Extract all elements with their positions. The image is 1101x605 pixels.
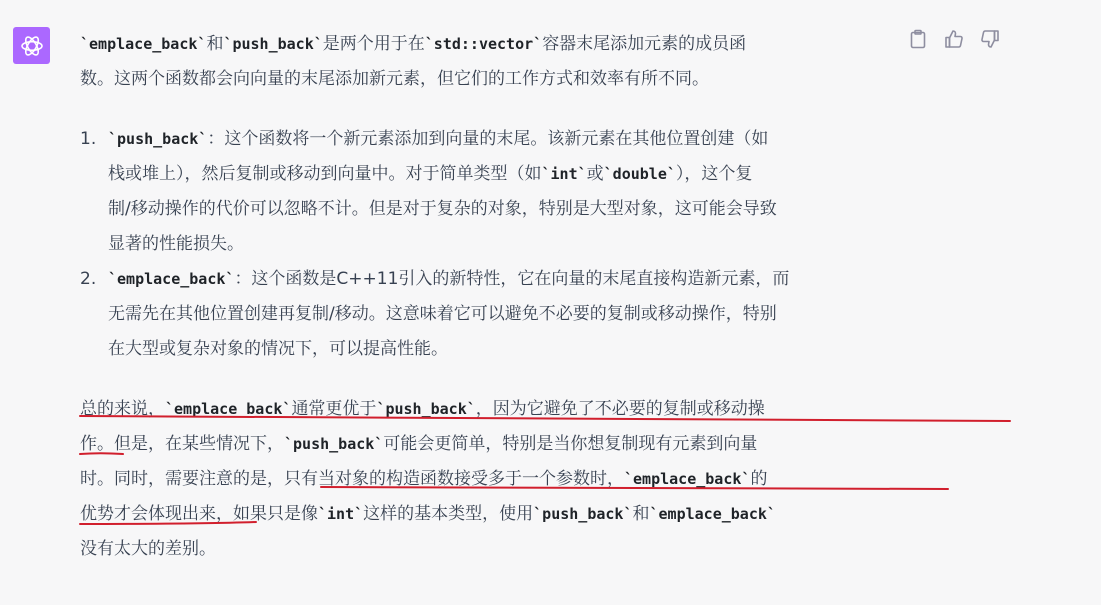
text-run: 这样的基本类型，使用 xyxy=(363,504,534,524)
list-line xyxy=(108,262,900,297)
text-run: 栈或堆上），然后复制或移动到向量中。对于简单类型（如 xyxy=(108,164,542,184)
openai-logo-icon xyxy=(19,33,45,59)
text-run: 总的来说， xyxy=(80,399,165,419)
inline-code: `emplace_back` xyxy=(165,400,292,418)
text-run: 容器末尾添加元素的成员函 xyxy=(542,34,747,54)
inline-code: `push_back` xyxy=(223,35,323,53)
list-number: 2. xyxy=(80,269,97,289)
text-run: 作。但是，在某些情况下， xyxy=(80,434,284,454)
text-run: 优势才会体现出来，如果只是像 xyxy=(80,504,318,524)
inline-code: `push_back` xyxy=(533,505,633,523)
thumbs-up-icon xyxy=(944,29,964,49)
inline-code: `push_back` xyxy=(108,130,208,148)
clipboard-icon xyxy=(909,29,927,49)
text-run: ：这个函数是C++11引入的新特性，它在向量的末尾直接构造新元素，而 xyxy=(234,269,790,289)
text-run: 和 xyxy=(632,504,650,524)
intro-line xyxy=(80,27,900,62)
list-line: 在大型或复杂对象的情况下，可以提高性能。 xyxy=(108,339,448,359)
list-line xyxy=(108,157,900,192)
text-run: ：这个函数将一个新元素添加到向量的末尾。该新元素在其他位置创建（如 xyxy=(207,129,769,149)
summary-line xyxy=(80,427,900,462)
text-run: 和 xyxy=(206,34,224,54)
assistant-message xyxy=(80,27,900,567)
copy-button[interactable] xyxy=(906,27,930,51)
list-item-push-back xyxy=(80,122,900,262)
text-run: ，因为它避免了不必要的复制或移动操 xyxy=(475,399,765,419)
text-run: 或 xyxy=(586,164,604,184)
inline-code: `emplace_back` xyxy=(649,505,776,523)
list-line xyxy=(108,122,900,157)
text-run: 通常更优于 xyxy=(291,399,377,419)
message-actions xyxy=(906,27,1002,51)
inline-code: `push_back` xyxy=(284,435,384,453)
inline-code: `int` xyxy=(318,505,364,523)
list-number: 1. xyxy=(80,129,97,149)
text-run: ），这个复 xyxy=(675,164,753,184)
list-line: 无需先在其他位置创建再复制/移动。这意味着它可以避免不必要的复制或移动操作，特别 xyxy=(108,304,777,324)
inline-code: `push_back` xyxy=(376,400,476,418)
ordered-list xyxy=(80,122,900,367)
assistant-avatar xyxy=(13,27,50,64)
thumbs-up-button[interactable] xyxy=(942,27,966,51)
thumbs-down-icon xyxy=(980,29,1000,49)
text-run: 是两个用于在 xyxy=(322,34,425,54)
text-run: 时。同时，需要注意的是，只有当对象的构造函数接受多于一个参数时， xyxy=(80,469,624,489)
intro-paragraph xyxy=(80,27,900,97)
text-run: 可能会更简单，特别是当你想复制现有元素到向量 xyxy=(383,434,758,454)
list-line: 显著的性能损失。 xyxy=(108,234,244,254)
list-line: 制/移动操作的代价可以忽略不计。但是对于复杂的对象，特别是大型对象，这可能会导致 xyxy=(108,199,777,219)
inline-code: `emplace_back` xyxy=(108,270,235,288)
intro-line: 数。这两个函数都会向向量的末尾添加新元素，但它们的工作方式和效率有所不同。 xyxy=(80,69,709,89)
inline-code: `std::vector` xyxy=(424,35,543,53)
thumbs-down-button[interactable] xyxy=(978,27,1002,51)
inline-code: `emplace_back` xyxy=(624,470,751,488)
summary-paragraph xyxy=(80,392,900,567)
inline-code: `emplace_back` xyxy=(80,35,207,53)
summary-line xyxy=(80,497,900,532)
summary-line xyxy=(80,392,900,427)
summary-line xyxy=(80,462,900,497)
inline-code: `double` xyxy=(603,165,676,183)
list-item-emplace-back xyxy=(80,262,900,367)
inline-code: `int` xyxy=(541,165,587,183)
text-run: 的 xyxy=(750,469,768,489)
summary-line: 没有太大的差别。 xyxy=(80,539,216,559)
